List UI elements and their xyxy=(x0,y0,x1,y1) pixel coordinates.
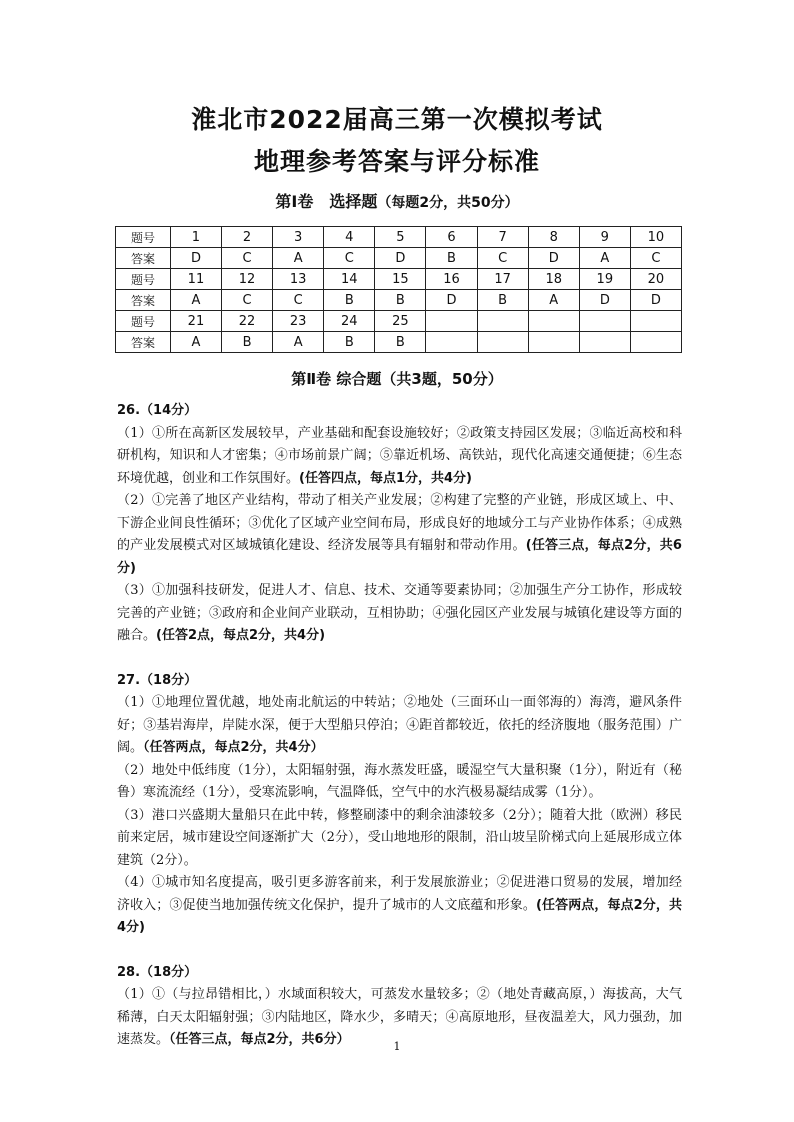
scoring-note: (任答两点，每点2分，共4分) xyxy=(117,897,682,935)
row-label: 题号 xyxy=(116,311,171,332)
scoring-note: (任答2点，每点2分，共4分) xyxy=(156,628,326,643)
answer-cell: C xyxy=(222,248,273,269)
answer-cell: A xyxy=(170,290,221,311)
question-number-cell xyxy=(528,311,579,332)
question-number-cell xyxy=(477,311,528,332)
question-number-cell: 8 xyxy=(528,227,579,248)
answer-text: （1）①（与拉昂错相比，）水域面积较大，可蒸发水量较多；②（地处青藏高原，）海拔高，大气稀薄，白天太阳辐射强；③内陆地区，降水少，多晴天；④高原地形，昼夜温差大，风力强劲，加速蒸发。 xyxy=(117,987,682,1047)
answer-cell: D xyxy=(375,248,426,269)
answer-cell xyxy=(579,332,630,353)
question-number-cell: 21 xyxy=(170,311,221,332)
question-heading: 27.（18分） xyxy=(117,672,198,688)
answer-paragraph xyxy=(117,423,682,491)
section1-heading xyxy=(0,189,794,212)
row-label: 答案 xyxy=(116,248,171,269)
question-number-cell: 20 xyxy=(630,269,681,290)
question-number-cell: 9 xyxy=(579,227,630,248)
row-label: 题号 xyxy=(116,269,171,290)
question-number-cell: 22 xyxy=(222,311,273,332)
question-number-row xyxy=(116,227,682,248)
page-number: 1 xyxy=(393,1040,401,1053)
scoring-note: (任答四点，每点1分，共4分) xyxy=(299,470,472,486)
row-label: 题号 xyxy=(116,227,171,248)
question-number-cell: 14 xyxy=(324,269,375,290)
question-number-cell: 12 xyxy=(222,269,273,290)
answer-row xyxy=(116,332,682,353)
scoring-note: （任答三点，每点2分，共6分） xyxy=(169,1032,350,1047)
question-number-cell: 25 xyxy=(375,311,426,332)
question-number-cell: 5 xyxy=(375,227,426,248)
answer-cell: B xyxy=(222,332,273,353)
document-subtitle: 地理参考答案与评分标准 xyxy=(253,147,540,176)
answer-row xyxy=(116,248,682,269)
scoring-note: （任答两点，每点2分，共4分） xyxy=(143,740,324,755)
answer-cell: C xyxy=(273,290,324,311)
question-number-cell: 7 xyxy=(477,227,528,248)
answer-text: （2）地处中低纬度（1分），太阳辐射强，海水蒸发旺盛，暖湿空气大量积聚（1分），附近有（秘鲁）寒流流经（1分），受寒流影响，气温降低，空气中的水汽极易凝结成雾（1分）。 xyxy=(117,762,682,800)
answer-content xyxy=(117,400,682,1052)
answer-text: （1）①所在高新区发展较早，产业基础和配套设施较好；②政策支持园区发展；③临近高校和科研机构，知识和人才密集；④市场前景广阔；⑤靠近机场、高铁站，现代化高速交通便捷；⑥生态环境优越，创业和工作氛围好。 xyxy=(117,425,682,486)
question-number-cell: 19 xyxy=(579,269,630,290)
question-heading: 28.（18分） xyxy=(117,964,198,980)
answer-cell xyxy=(426,332,477,353)
answer-cell xyxy=(630,332,681,353)
question-number-cell: 13 xyxy=(273,269,324,290)
question-number-cell xyxy=(426,311,477,332)
question-number-cell: 2 xyxy=(222,227,273,248)
question-number-cell xyxy=(579,311,630,332)
question-number-cell: 23 xyxy=(273,311,324,332)
question-heading: 26.（14分） xyxy=(117,403,198,418)
answer-cell xyxy=(528,332,579,353)
answer-cell: B xyxy=(375,332,426,353)
answer-paragraph xyxy=(117,490,682,580)
question-number-cell: 4 xyxy=(324,227,375,248)
question-number-row xyxy=(116,269,682,290)
answer-cell: D xyxy=(426,290,477,311)
answer-cell: D xyxy=(170,248,221,269)
question-number-cell: 3 xyxy=(273,227,324,248)
answer-cell: B xyxy=(375,290,426,311)
answer-cell: B xyxy=(477,290,528,311)
document-title: 淮北市2022届高三第一次模拟考试 xyxy=(191,105,603,134)
answer-text: （3）港口兴盛期大量船只在此中转，修整刷漆中的剩余油漆较多（2分）；随着大批（欧洲）移民前来定居，城市建设空间逐渐扩大（2分），受山地地形的限制，沿山坡呈阶梯式向上延展形成立体建筑（2分）。 xyxy=(117,807,682,868)
answer-cell xyxy=(477,332,528,353)
answer-paragraph xyxy=(117,760,682,805)
question-number-cell xyxy=(630,311,681,332)
answer-cell: A xyxy=(273,332,324,353)
spacer xyxy=(117,648,682,670)
answer-text: （3）①加强科技研发，促进人才、信息、技术、交通等要素协同；②加强生产分工协作，形成较完善的产业链；③政府和企业间产业联动，互相协助；④强化园区产业发展与城镇化建设等方面的融合。 xyxy=(117,583,682,643)
answer-cell: D xyxy=(630,290,681,311)
answer-cell: B xyxy=(324,332,375,353)
answer-text: （4）①城市知名度提高，吸引更多游客前来，利于发展旅游业；②促进港口贸易的发展，增加经济收入；③促使当地加强传统文化保护，提升了城市的人文底蕴和形象。 xyxy=(117,875,682,913)
answer-cell: C xyxy=(630,248,681,269)
answer-text: （1）①地理位置优越，地处南北航运的中转站；②地处（三面环山一面邻海的）海湾，避风条件好；③基岩海岸，岸陡水深，便于大型船只停泊；④距首都较近，依托的经济腹地（服务范围）广阔。 xyxy=(117,695,682,755)
section2-heading: 第Ⅱ卷 综合题（共3题，50分） xyxy=(291,370,503,388)
answer-cell: C xyxy=(324,248,375,269)
answer-cell: A xyxy=(579,248,630,269)
question-number-cell: 10 xyxy=(630,227,681,248)
section1-title: 第Ⅰ卷 选择题 xyxy=(275,192,378,211)
answer-cell: C xyxy=(477,248,528,269)
answer-cell: D xyxy=(528,248,579,269)
question-number-cell: 11 xyxy=(170,269,221,290)
answer-cell: B xyxy=(324,290,375,311)
answer-text: （2）①完善了地区产业结构，带动了相关产业发展；②构建了完整的产业链，形成区域上、中、下游企业间良性循环；③优化了区域产业空间布局，形成良好的地域分工与产业协作体系；④成熟的产业发展模式对区域城镇化建设、经济发展等具有辐射和带动作用。 xyxy=(117,493,682,553)
answer-paragraph xyxy=(117,805,682,873)
spacer xyxy=(117,940,682,962)
answer-cell: D xyxy=(579,290,630,311)
row-label: 答案 xyxy=(116,290,171,311)
section1-note: （每题2分，共50分） xyxy=(377,195,519,211)
answer-cell: C xyxy=(222,290,273,311)
answer-row xyxy=(116,290,682,311)
answer-table xyxy=(115,226,682,353)
question-number-cell: 18 xyxy=(528,269,579,290)
answer-cell: B xyxy=(426,248,477,269)
answer-cell: A xyxy=(273,248,324,269)
row-label: 答案 xyxy=(116,332,171,353)
question-number-cell: 15 xyxy=(375,269,426,290)
scoring-note: (任答三点，每点2分，共6分) xyxy=(117,538,682,576)
question-number-cell: 16 xyxy=(426,269,477,290)
answer-paragraph xyxy=(117,872,682,940)
question-number-cell: 17 xyxy=(477,269,528,290)
answer-paragraph xyxy=(117,580,682,648)
question-number-row xyxy=(116,311,682,332)
question-number-cell: 6 xyxy=(426,227,477,248)
question-number-cell: 24 xyxy=(324,311,375,332)
question-number-cell: 1 xyxy=(170,227,221,248)
answer-paragraph xyxy=(117,692,682,760)
answer-cell: A xyxy=(528,290,579,311)
answer-cell: A xyxy=(170,332,221,353)
